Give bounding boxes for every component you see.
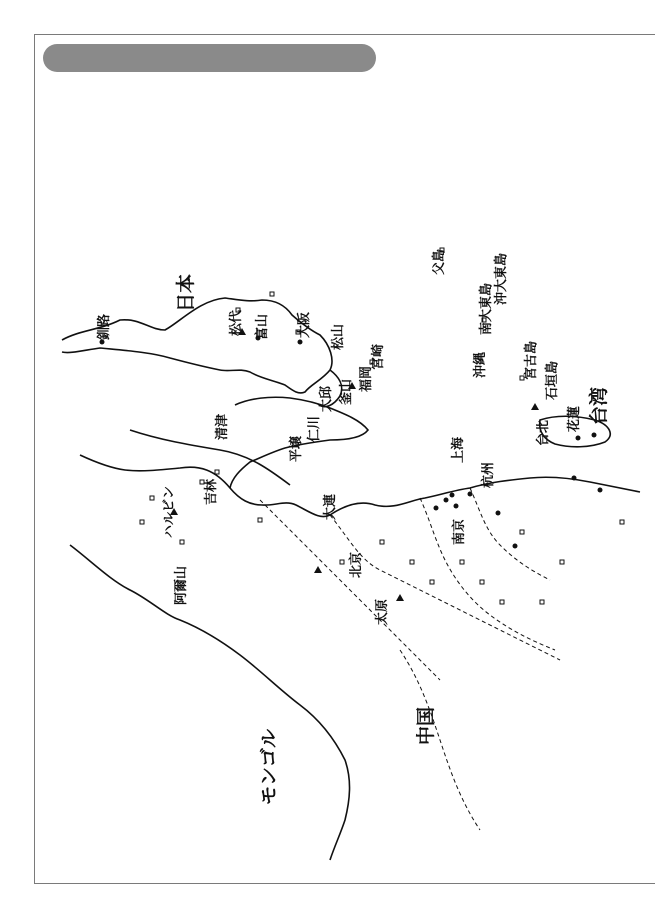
label-dalian: 大連 (323, 493, 338, 520)
label-okidaito: 沖大東島 (494, 252, 509, 305)
label-kushiro: 釧路 (97, 313, 112, 340)
label-mongolia: モンゴル (258, 728, 280, 805)
label-okinawa: 沖縄 (473, 351, 488, 378)
label-hualien: 花蓮 (567, 405, 582, 432)
province-border-5 (400, 650, 480, 830)
label-busan: 釜山 (339, 378, 354, 405)
label-taiyuan: 太原 (375, 598, 390, 625)
label-miyako: 宮古島 (524, 340, 539, 380)
province-border-2 (330, 515, 560, 660)
label-taiwan: 台湾 (588, 386, 610, 425)
mongolia-border (70, 545, 350, 860)
label-china: 中国 (415, 706, 437, 745)
label-fukuoka: 福岡 (359, 365, 374, 392)
label-taipei: 台北 (536, 419, 551, 446)
label-nanjing: 南京 (452, 518, 467, 545)
label-beijing: 北京 (349, 551, 364, 578)
label-minamidaito: 南大東島 (479, 282, 494, 335)
label-osaka: 大阪 (297, 311, 312, 338)
label-qingjin: 清津 (215, 413, 230, 440)
label-ishigaki: 石垣島 (545, 360, 560, 400)
province-border-4 (470, 488, 550, 580)
label-chichijima: 父島 (432, 248, 447, 275)
label-incheon: 仁川 (307, 415, 322, 442)
country-labels (174, 274, 610, 805)
label-jilin: 吉林 (204, 478, 219, 505)
label-matsushiro: 松代 (229, 309, 244, 336)
label-hangzhou: 杭州 (481, 461, 496, 488)
province-border-3 (420, 498, 555, 650)
label-arxan: 阿爾山 (174, 565, 189, 605)
label-daegu: 大邱 (319, 385, 334, 412)
china-inner-border (130, 430, 290, 485)
label-japan: 日本 (175, 273, 197, 312)
label-matsuyama: 松山 (331, 323, 346, 350)
label-pyongyang: 平壌 (289, 435, 304, 462)
label-shanghai: 上海 (451, 436, 466, 463)
label-miyazaki: 宮崎 (371, 343, 386, 370)
label-harbin: ハルビン (162, 485, 177, 538)
place-labels (96, 249, 582, 625)
label-toyama: 富山 (255, 313, 270, 340)
province-border-1 (260, 500, 440, 680)
